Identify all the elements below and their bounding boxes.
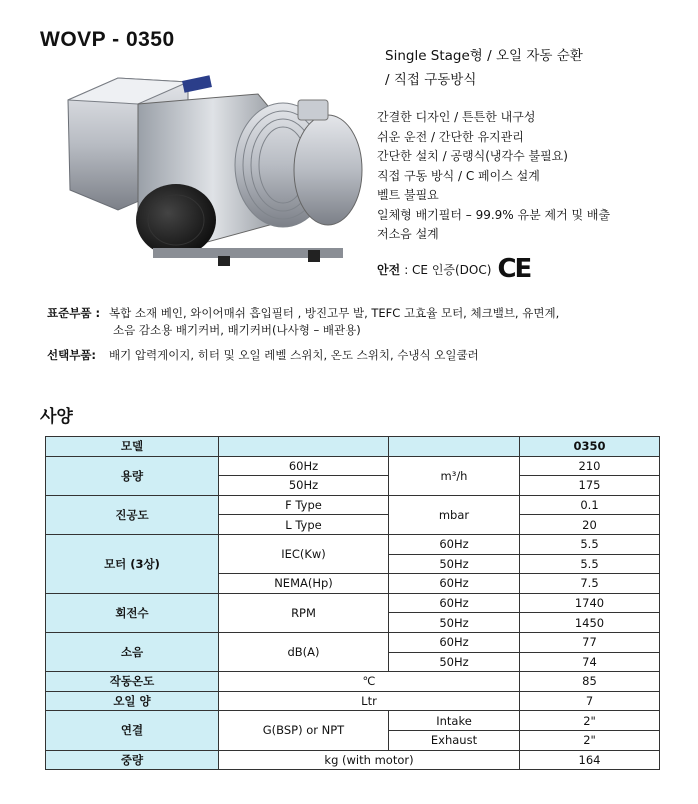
table-row — [46, 437, 660, 457]
table-row: 회전수 RPM 60Hz 1740 — [46, 593, 660, 613]
capacity-unit: m³/h — [389, 456, 520, 495]
feature-item: 저소음 설계 — [377, 227, 439, 241]
feature-item: 일체형 배기필터 – 99.9% 유분 제거 및 배출 — [377, 207, 611, 222]
feature-item: 직접 구동 방식 / C 페이스 설계 — [377, 168, 540, 183]
optional-parts-text: 배기 압력게이지, 히터 및 오일 레벨 스위치, 온도 스위치, 수냉식 오일쿨러 — [109, 348, 479, 362]
connection-label: 연결 — [46, 711, 219, 750]
vacuum-label: 진공도 — [46, 495, 219, 534]
table-row: 소음 dB(A) 60Hz 77 — [46, 632, 660, 652]
product-subtitle — [385, 44, 583, 92]
model-value: 0350 — [520, 437, 660, 457]
safety-label: 안전 — [377, 262, 401, 277]
standard-parts-line-1: 복합 소재 베인, 와이어매쉬 흡입필터 , 방진고무 발, TEFC 고효율 모터, 체크밸브, 유면계, — [109, 306, 560, 320]
subtitle-line-1: Single Stage형 / 오일 자동 순환 — [385, 48, 583, 64]
temp-label: 작동온도 — [46, 672, 219, 692]
rpm-label: 회전수 — [46, 593, 219, 632]
feature-item: 쉬운 운전 / 간단한 유지관리 — [377, 129, 524, 144]
weight-label: 중량 — [46, 750, 219, 770]
table-row: 진공도 F Type mbar 0.1 — [46, 495, 660, 515]
safety-text: : CE 인증(DOC) — [404, 262, 492, 277]
parts-section — [47, 305, 559, 364]
ce-mark-icon: CE — [497, 254, 531, 284]
table-row: 중량 kg (with motor) 164 — [46, 750, 660, 770]
safety-certification — [377, 254, 530, 284]
table-row: 연결 G(BSP) or NPT Intake 2" — [46, 711, 660, 731]
noise-label: 소음 — [46, 632, 219, 671]
vacuum-pump-image — [58, 60, 368, 270]
feature-item: 간단한 설치 / 공랭식(냉각수 불필요) — [377, 149, 568, 163]
feature-item: 간결한 디자인 / 튼튼한 내구성 — [377, 110, 536, 124]
table-row: Exhaust 2" — [46, 730, 660, 750]
table-row: 작동온도 ℃ 85 — [46, 672, 660, 692]
table-row: 용량 60Hz m³/h 210 — [46, 456, 660, 476]
table-row: 50Hz 1450 — [46, 613, 660, 633]
feature-list — [377, 108, 610, 245]
model-title: WOVP - 0350 — [40, 28, 175, 51]
table-row: 50Hz 74 — [46, 652, 660, 672]
feature-item: 벨트 불필요 — [377, 188, 439, 202]
subtitle-line-2: / 직접 구동방식 — [385, 72, 477, 88]
oil-label: 오일 양 — [46, 691, 219, 711]
spec-heading: 사양 — [40, 407, 73, 427]
table-row: 50Hz 175 — [46, 476, 660, 496]
table-row: 오일 양 Ltr 7 — [46, 691, 660, 711]
standard-parts-line-2: 소음 감소용 배기커버, 배기커버(나사형 – 배관용) — [113, 323, 361, 337]
table-row: NEMA(Hp) 60Hz 7.5 — [46, 574, 660, 594]
table-row: L Type 20 — [46, 515, 660, 535]
standard-parts-label: 표준부품 : — [47, 306, 101, 320]
optional-parts-label: 선택부품: — [47, 348, 97, 362]
spec-table — [45, 436, 660, 770]
motor-label: 모터 (3상) — [46, 534, 219, 593]
capacity-label: 용량 — [46, 456, 219, 495]
table-row: 50Hz 5.5 — [46, 554, 660, 574]
model-label: 모델 — [46, 437, 219, 457]
table-row: 모터 (3상) IEC(Kw) 60Hz 5.5 — [46, 534, 660, 554]
